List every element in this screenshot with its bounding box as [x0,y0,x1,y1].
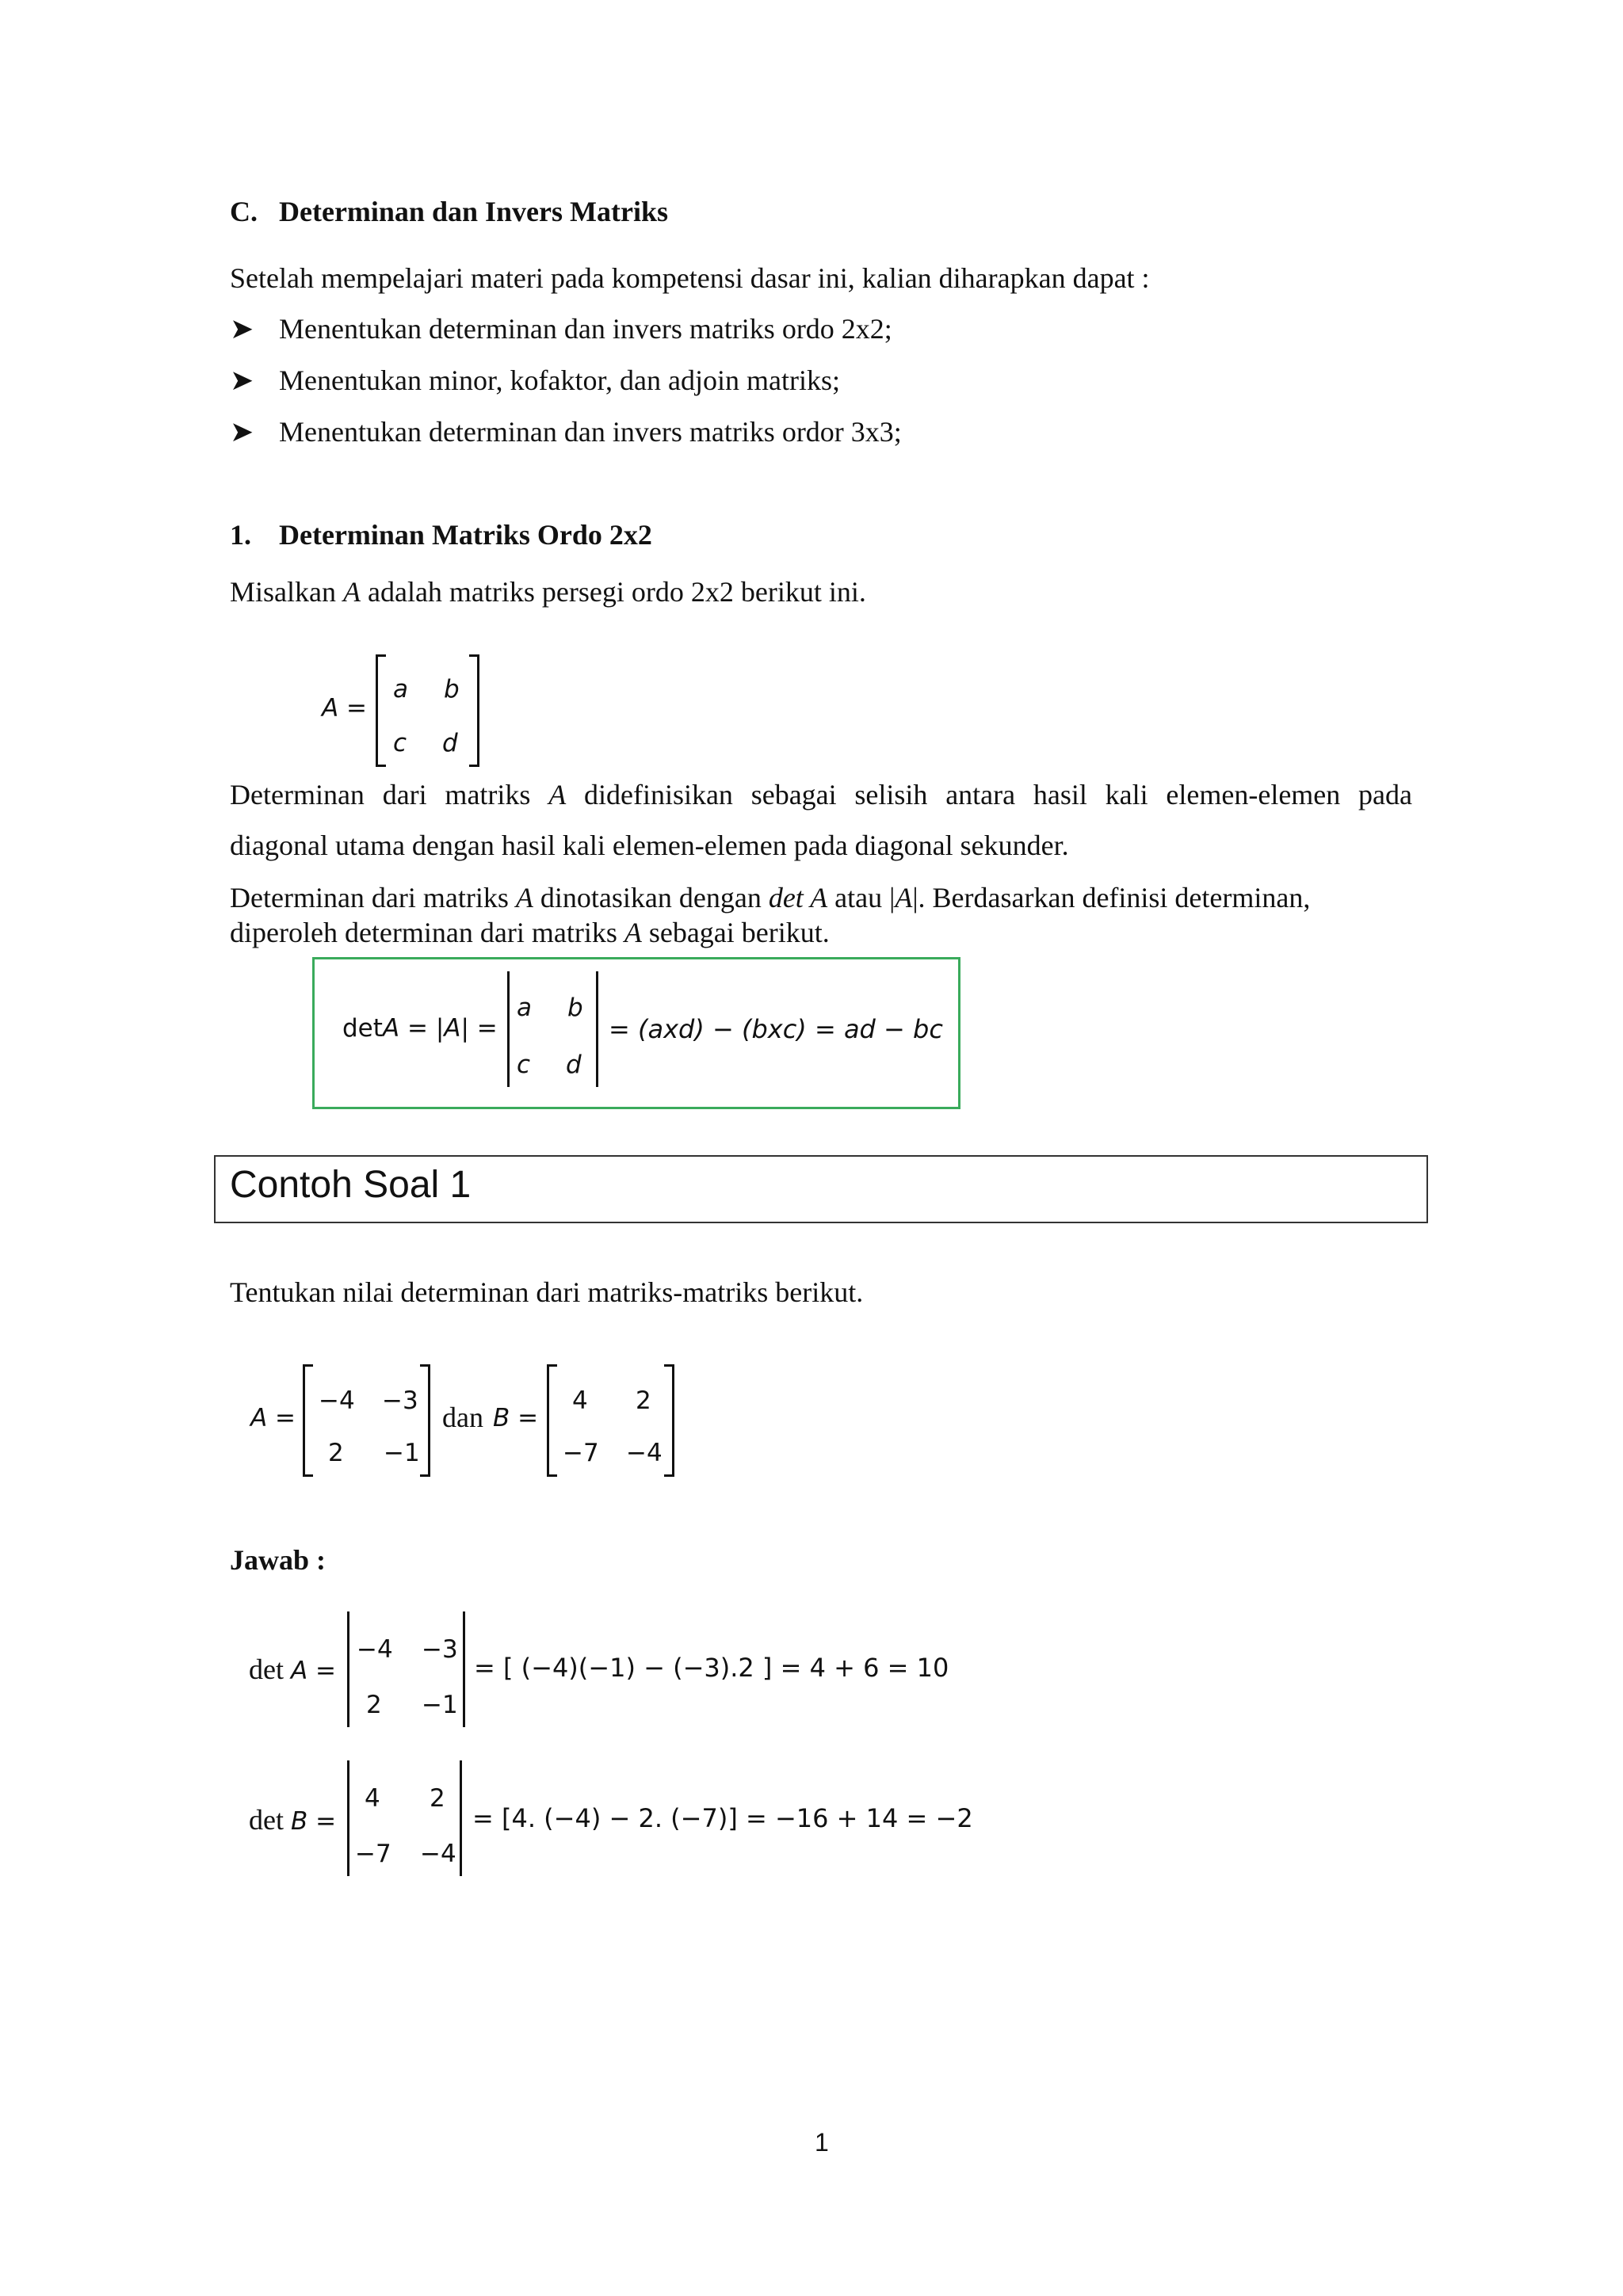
misal-text [230,575,866,608]
bracket-left [303,1364,313,1477]
matrix-cell: c [393,729,407,757]
notation-line-2 [230,916,830,949]
det-a-lhs [249,1653,336,1686]
notation-var: A [624,917,642,948]
section-title: Determinan dan Invers Matriks [279,196,668,227]
jawab-label: Jawab : [230,1544,327,1576]
det-cell: −4 [420,1840,456,1868]
matrix-cell: 2 [636,1386,651,1415]
def-pre: Determinan dari matriks [230,779,549,810]
notation-var: A [515,882,533,913]
def-post: didefinisikan sebagai selisih antara hasil kali elemen-elemen pada [566,779,1413,810]
subsection-title: Determinan Matriks Ordo 2x2 [279,519,652,551]
det-var: B = [290,1807,337,1836]
formula-cell: d [566,1051,582,1079]
formula-var: A [382,1014,400,1043]
subsection-number: 1. [230,519,251,551]
det-bar-left [347,1611,349,1727]
misal-post: adalah matriks persegi ordo 2x2 berikut ini. [360,576,866,608]
formula-det [342,1014,498,1043]
list-item: Menentukan determinan dan invers matriks ordo 2x2; [279,313,892,345]
notation-part: dinotasikan dengan [533,882,769,913]
list-item: Menentukan determinan dan invers matriks ordor 3x3; [279,416,902,448]
bracket-right [469,654,479,767]
formula-eq: = [407,1014,428,1043]
det-word: det [249,1653,284,1685]
formula-eq: = [476,1014,498,1043]
matrix-cell: −7 [563,1439,599,1467]
det-cell: −7 [355,1840,391,1868]
det-bar-right [460,1760,462,1876]
det-bar-right [596,971,598,1087]
def-var: A [548,779,567,810]
det-var: A = [290,1657,337,1685]
matrix-cell: b [444,675,460,704]
example-a-lhs: A = [250,1404,296,1432]
det-cell: −1 [422,1691,458,1719]
matrix-cell: 2 [328,1439,344,1467]
matrix-cell: −3 [382,1386,418,1415]
notation-part: |. Berdasarkan definisi determinan, [912,882,1311,913]
det-cell: 2 [430,1784,445,1813]
formula-cell: a [517,994,532,1022]
matrix-cell: d [442,729,458,757]
formula-det-word: det [342,1014,383,1043]
matrix-cell: 4 [572,1386,588,1415]
list-item: Menentukan minor, kofaktor, dan adjoin matriks; [279,364,840,396]
notation-var: det A [768,882,828,913]
example-b-lhs: B = [493,1404,539,1432]
misal-var: A [342,576,361,608]
formula-cell: b [567,994,583,1022]
det-bar-left [507,971,510,1087]
section-number: C. [230,196,258,227]
det-b-rhs: = [4. (−4) − 2. (−7)] = −16 + 14 = −2 [472,1803,973,1833]
notation-part: atau | [827,882,896,913]
det-cell: 4 [365,1784,380,1813]
bullet-arrow-icon: ➤ [230,416,254,448]
bracket-left [547,1364,557,1477]
det-b-lhs [249,1803,336,1836]
det-cell: −3 [422,1635,458,1664]
notation-part: sebagai berikut. [641,917,830,948]
dan-text: dan [442,1402,483,1433]
formula-cell: c [517,1051,531,1079]
det-cell: −4 [357,1635,393,1664]
notation-part: diperoleh determinan dari matriks [230,917,624,948]
det-word: det [249,1804,284,1836]
bracket-right [420,1364,430,1477]
formula-abs: |A| [435,1014,469,1043]
page-number: 1 [815,2128,829,2157]
notation-line-1 [230,881,1310,914]
notation-part: Determinan dari matriks [230,882,516,913]
matrix-cell: −4 [319,1386,355,1415]
example-heading: Contoh Soal 1 [230,1164,472,1206]
det-bar-right [463,1611,465,1727]
definition-line-2: diagonal utama dengan hasil kali elemen-elemen pada diagonal sekunder. [230,830,1069,861]
matrix-cell: −1 [384,1439,420,1467]
bracket-right [664,1364,674,1477]
definition-line-1 [230,778,1412,811]
det-cell: 2 [366,1691,382,1719]
misal-pre: Misalkan [230,576,343,608]
bullet-arrow-icon: ➤ [230,364,254,396]
matrix-a-lhs: A = [322,694,368,723]
det-a-rhs: = [ (−4)(−1) − (−3).2 ] = 4 + 6 = 10 [474,1653,949,1683]
det-bar-left [347,1760,349,1876]
matrix-cell: −4 [626,1439,663,1467]
formula-rhs: = (axd) − (bxc) = ad − bc [609,1014,943,1044]
example-question: Tentukan nilai determinan dari matriks-matriks berikut. [230,1276,864,1308]
intro-text: Setelah mempelajari materi pada kompetensi dasar ini, kalian diharapkan dapat : [230,262,1150,294]
bullet-arrow-icon: ➤ [230,313,254,345]
matrix-cell: a [393,675,408,704]
notation-var: A [895,882,913,913]
bracket-left [376,654,386,767]
